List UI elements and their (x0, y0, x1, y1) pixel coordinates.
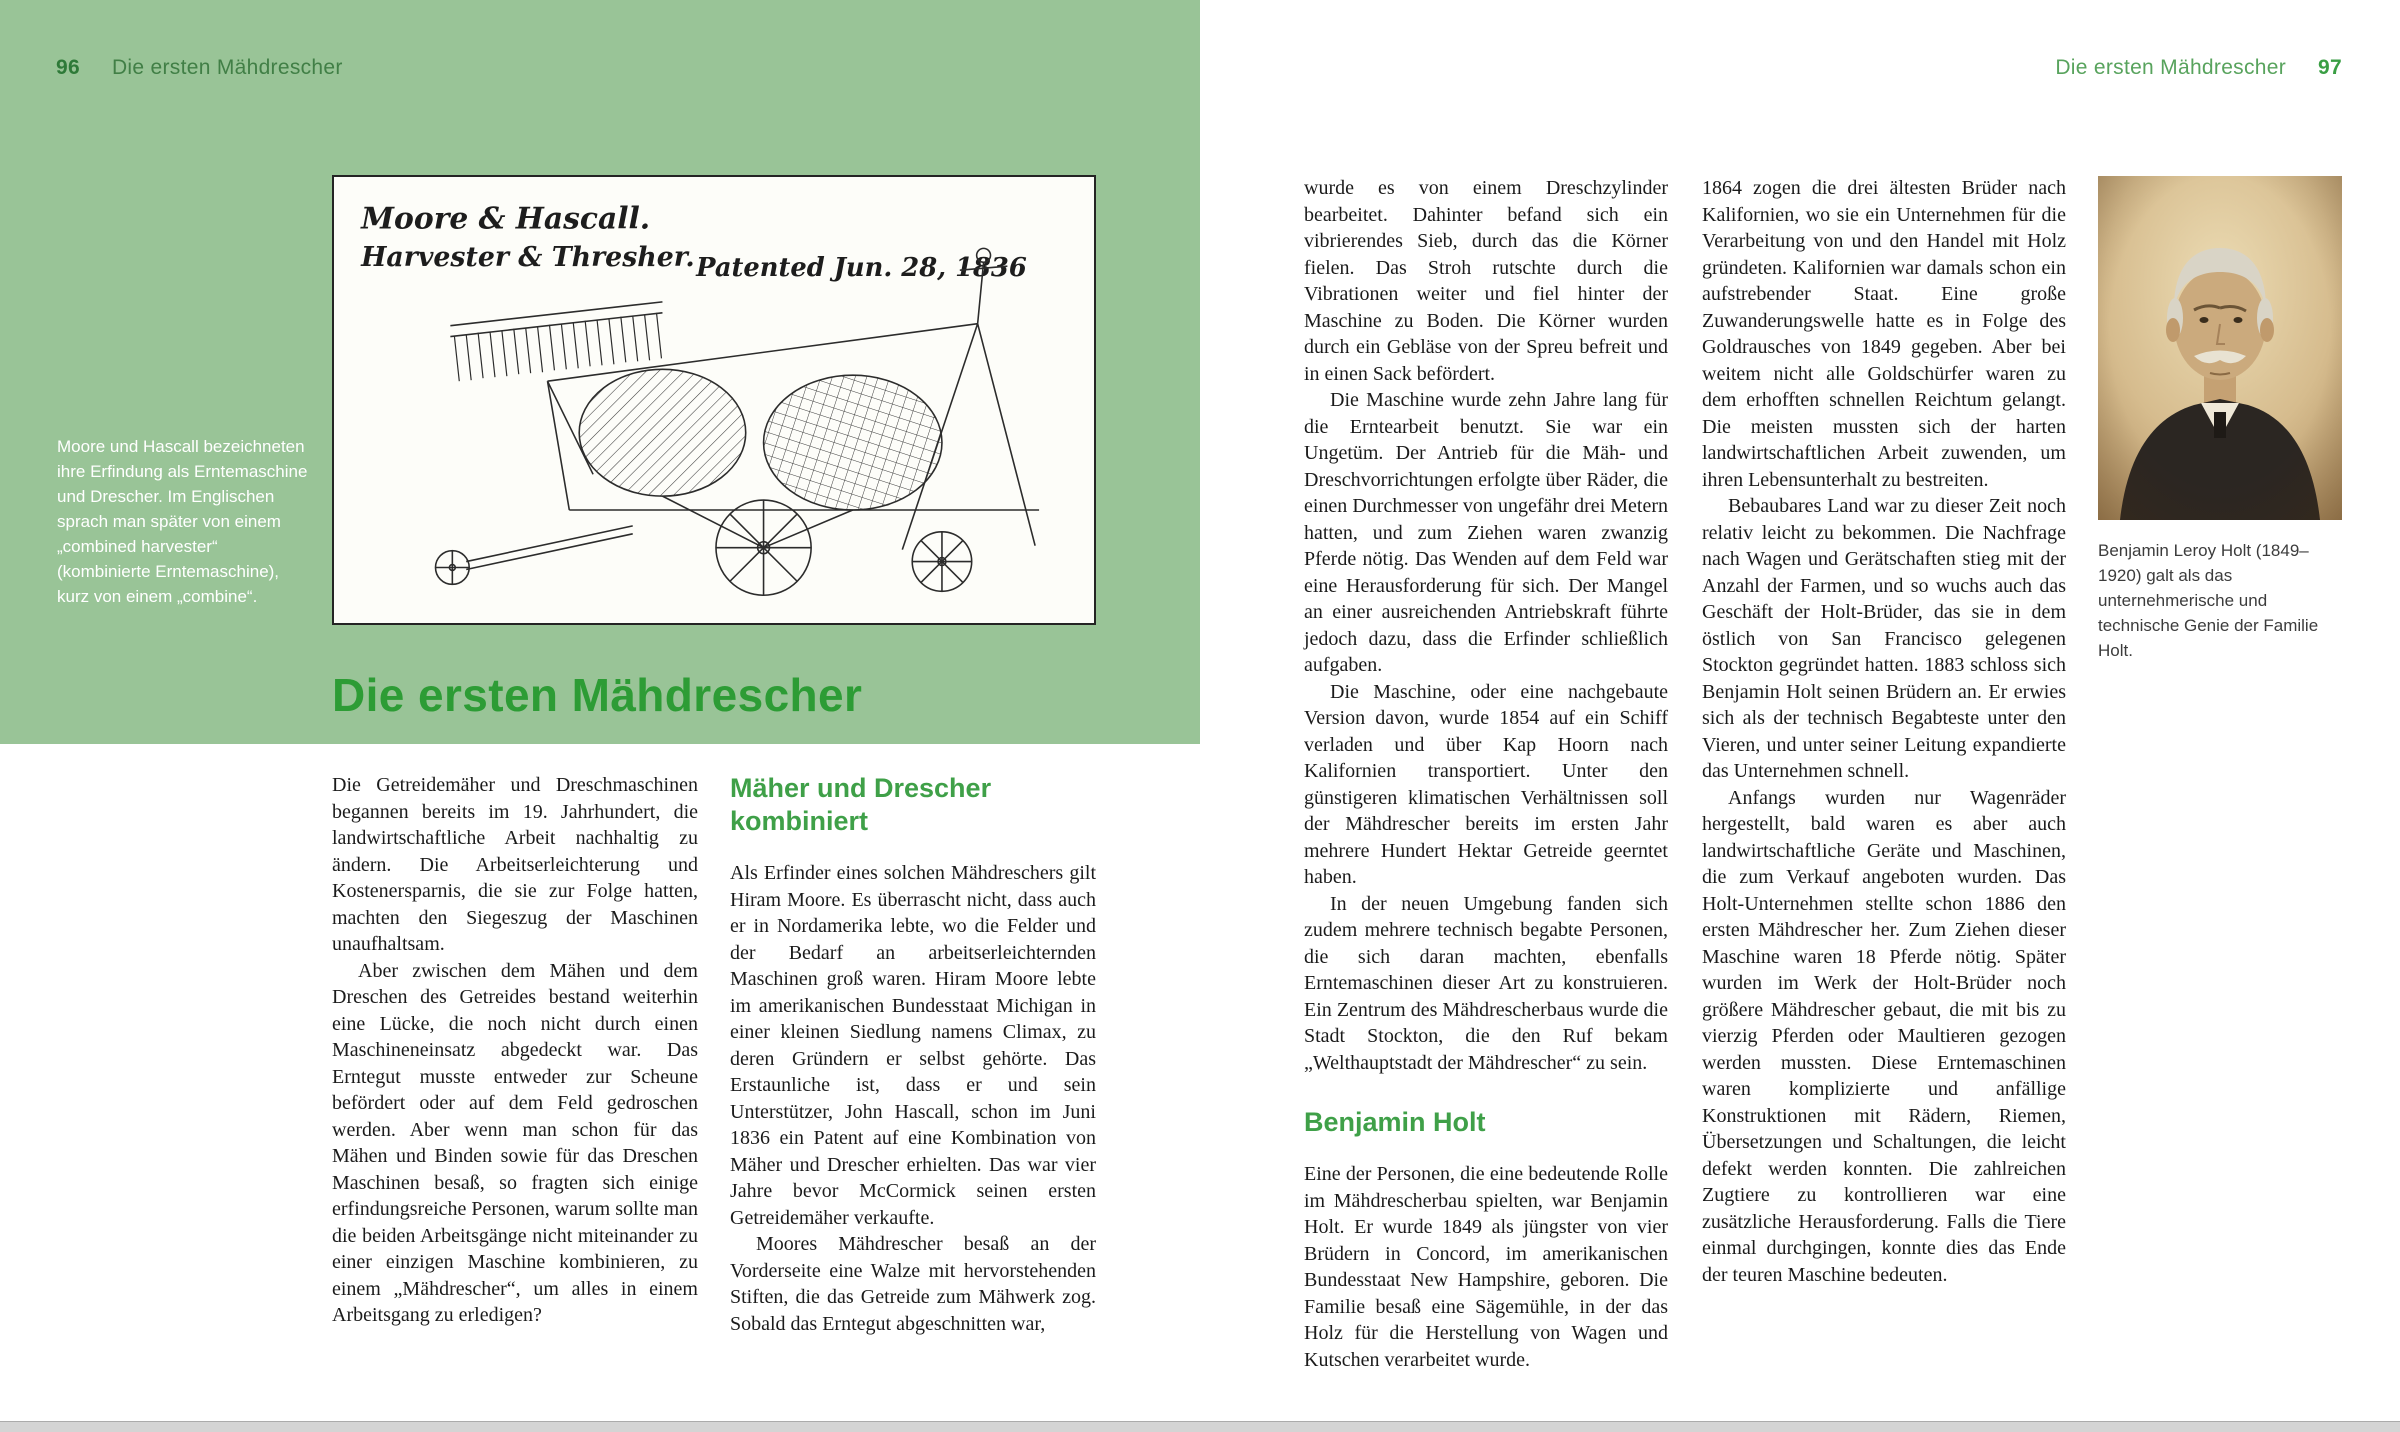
body-paragraph: In der neuen Umgebung fanden sich zudem mehrere technisch begabte Personen, die sich daran machten, ebenfalls Erntemaschinen dieser Art zu konstruieren. Ein Zentrum des Mähdrescherbaus wurde die Stadt Stockton, die den Ruf bekam „Welthauptstadt der Mähdrescher“ zu sein. (1304, 892, 1668, 1074)
page-number-left: 96 (56, 56, 80, 79)
page-number-right: 97 (2318, 56, 2342, 79)
body-paragraph: Die Maschine, oder eine nachgebaute Version davon, wurde 1854 auf ein Schiff verladen und über Kap Hoorn nach Kalifornien transportiert. Unter den günstigeren klimatischen Verhältnissen soll der Mähdrescher bereits im ersten Jahr mehrere Hundert Hektar Getreide geerntet haben. (1304, 680, 1668, 888)
body-paragraph: Die Getreidemäher und Dreschmaschinen begannen bereits im 19. Jahrhundert, die landwirtschaftliche Arbeit nachhaltig zu ändern. Die Arbeitserleichterung und Kostenersparnis, die sie zur Folge hatten, machten den Siegeszug der Maschinen unaufhaltsam. (332, 774, 698, 955)
photo-column (2098, 176, 2342, 663)
patent-illustration-frame (332, 175, 1096, 625)
body-paragraph: Eine der Personen, die eine bedeutende Rolle im Mähdrescherbau spielten, war Benjamin Holt. Er wurde 1849 als jüngster von vier Brüdern in Concord, im amerikanischen Bundesstaat New Hampshire, geboren. Die Familie besaß eine Sägemühle, in der das Holz für die Herstellung von Wagen und Kutschen verarbeitet wurde. (1304, 1163, 1668, 1371)
left-column-1 (332, 772, 698, 1337)
left-column-2 (730, 772, 1096, 1337)
running-head-right-text: Die ersten Mähdrescher (2055, 56, 2287, 79)
section-heading-maeher-drescher: Mäher und Drescher kombiniert (730, 773, 992, 836)
body-paragraph: Bebaubares Land war zu dieser Zeit noch relativ leicht zu bekommen. Die Nachfrage nach Wagen und Gerätschaften stieg mit der Anzahl der Farmen, und so wuchs auch das Geschäft der Holt-Brüder, das sie in dem östlich von San Francisco gelegenen Stockton gegründet hatten. 1883 schloss sich Benjamin Holt seinen Brüdern an. Er erwies sich als der technisch Begabteste unter den Vieren, und unter seiner Leitung expandierte das Unternehmen schnell. (1702, 495, 2066, 782)
benjamin-holt-portrait (2098, 176, 2342, 520)
photo-caption: Benjamin Leroy Holt (1849–1920) galt als das unternehmerische und technische Genie der Familie Holt. (2098, 541, 2319, 660)
body-paragraph: Aber zwischen dem Mähen und dem Dreschen des Getreides bestand weiterhin eine Lücke, die noch nicht durch einen Maschineneinsatz abgedeckt war. Das Erntegut musste entweder zur Scheune befördert oder auf dem Feld gedroschen werden. Aber wenn man schon für das Mähen und Binden sowie für das Dreschen Maschinen besaß, so fragten sich einige erfindungsreiche Personen, warum sollte man die beiden Arbeitsgänge nicht miteinander zu einer einzigen Maschine kombinieren, zu einem „Mähdrescher“, um alles in einem Arbeitsgang zu erledigen? (332, 959, 699, 1326)
figure-patent-note: Patented Jun. 28, 1836 (696, 253, 1027, 284)
right-column-1 (1304, 175, 1668, 1373)
running-head-right (2055, 56, 2342, 80)
left-page-columns (332, 772, 1096, 1337)
body-paragraph: 1864 zogen die drei ältesten Brüder nach Kalifornien, wo sie ein Unternehmen für die Verarbeitung von und den Handel mit Holz gründeten. Kalifornien war damals schon ein aufstrebender Staat. Eine große Zuwanderungswelle hatte es in Folge des Goldrausches von 1849 gegeben. Aber bei weitem nicht alle Goldschürfer waren zu dem erhofften schnellen Reichtum gelangt. Die meisten mussten sich der harten landwirtschaftlichen Arbeit zuwenden, um ihren Lebensunterhalt zu bestreiten. (1702, 177, 2066, 491)
running-head-left (56, 56, 343, 80)
right-column-2 (1702, 175, 2066, 1288)
figure-label-line2: Harvester & Thresher. (361, 242, 695, 274)
body-paragraph: Anfangs wurden nur Wagenräder hergestellt, bald waren es aber auch landwirtschaftliche Geräte und Maschinen, die zum Verkauf angeboten wurden. Das Holt-Unternehmen stellte schon 1886 den ersten Mähdrescher her. Zum Ziehen dieser Maschine waren 18 Pferde nötig. Später wurden im Werk der Holt-Brüder noch größere Mähdrescher gebaut, die mit bis zu vierzig Pferden oder Maultieren gezogen werden mussten. Diese Erntemaschinen waren komplizierte und anfällige Konstruktionen mit Rädern, Riemen, Übersetzungen und Schaltungen, die leicht defekt werden konnten. Die zahlreichen Zugtiere zu kontrollieren war eine zusätzliche Herausforderung. Falls die Tiere einmal durchgingen, konnte dies das Ende der teuren Maschine bedeuten. (1702, 786, 2066, 1286)
chapter-title: Die ersten Mähdrescher (332, 669, 863, 721)
body-paragraph: Moores Mähdrescher besaß an der Vorderseite eine Walze mit hervorstehenden Stiften, die das Getreide zum Mähwerk zog. Sobald das Erntegut abgeschnitten war, (730, 1233, 1096, 1335)
page-bottom-edge (0, 1421, 2400, 1432)
body-paragraph: wurde es von einem Dreschzylinder bearbeitet. Dahinter befand sich ein vibrierendes Sieb, durch das die Körner fielen. Das Stroh rutschte durch die Vibrationen weiter und fiel hinter der Maschine zu Boden. Die Körner wurden durch ein Gebläse von der Spreu befreit und in einen Sack befördert. (1304, 177, 1668, 385)
body-paragraph: Als Erfinder eines solchen Mähdreschers gilt Hiram Moore. Es überrascht nicht, dass auch er in Nordamerika lebte, wo die Felder und der Bedarf an arbeitserleichternden Maschinen groß waren. Hiram Moore lebte im amerikanischen Bundesstaat Michigan in einer kleinen Siedlung namens Climax, zu deren Gründern er selbst gehörte. Das Erstaunliche ist, dass er und sein Unterstützer, John Hascall, schon im Juni 1836 ein Patent auf eine Kombination von Mäher und Drescher erhielten. Das war vier Jahre bevor McCormick seinen ersten Getreidemäher verkaufte. (730, 862, 1096, 1229)
harvester-sketch-lines (435, 248, 1039, 595)
figure-caption: Moore und Hascall bezeichneten ihre Erfindung als Erntemaschine und Drescher. Im Englischen sprach man später von einem „combined harvester“ (kombinierte Erntemaschine), kurz von einem „combine“. (57, 437, 308, 606)
running-head-left-text: Die ersten Mähdrescher (111, 56, 343, 79)
figure-label-line1: Moore & Hascall. (361, 201, 651, 237)
section-heading-benjamin-holt: Benjamin Holt (1304, 1107, 1486, 1137)
portrait-vignette (2098, 176, 2342, 520)
body-paragraph: Die Maschine wurde zehn Jahre lang für die Erntearbeit benutzt. Sie war ein Ungetüm. Der Antrieb für die Mäh- und Dreschvorrichtungen erfolgte über Räder, die einen Durchmesser von ungefähr drei Metern hatten, und zum Ziehen waren zwanzig Pferde nötig. Das Wenden auf dem Feld war eine Herausforderung für sich. Der Mangel an einer ausreichenden Antriebskraft führte jedoch dazu, dass die Erfinder schließlich aufgaben. (1304, 389, 1668, 676)
harvester-drawing (334, 177, 1094, 623)
